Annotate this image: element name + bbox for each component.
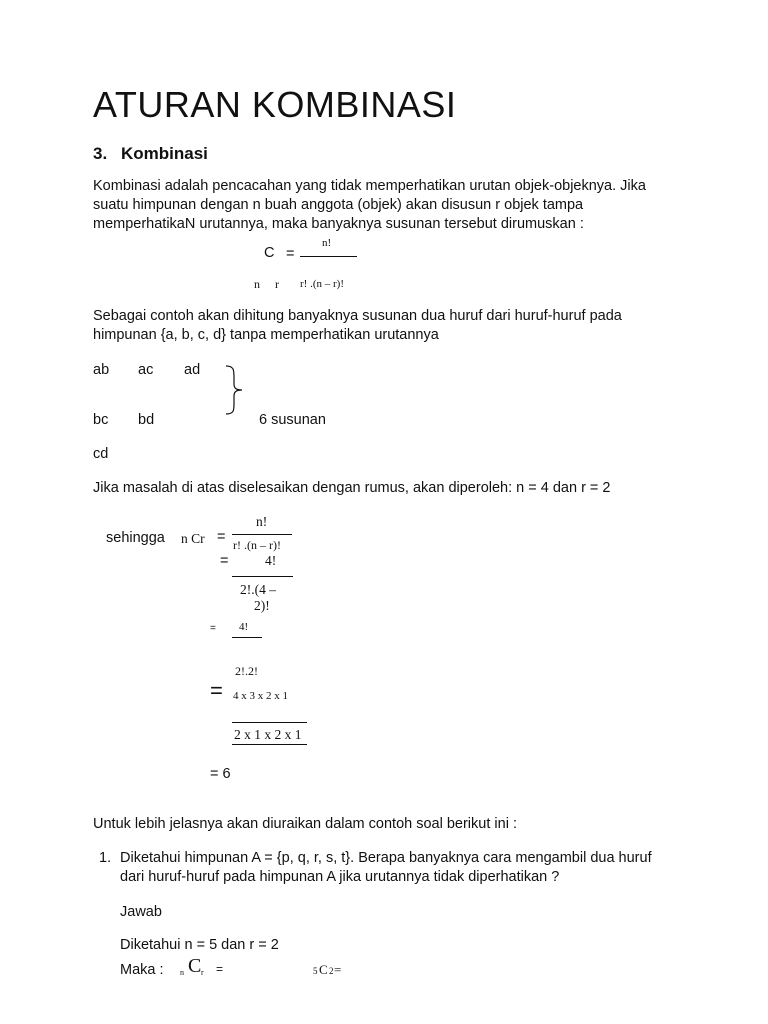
formula-subscript-n: n [254, 277, 260, 291]
step2-equals: = [220, 553, 229, 569]
intro-line-2: suatu himpunan dengan n buah anggota (objek) akan disusun r objek tampa [93, 197, 584, 213]
problem1-rhs-c: C [319, 962, 328, 977]
problem1-text-line1: Diketahui himpunan A = {p, q, r, s, t}. Berapa banyaknya cara mengambil dua huruf [120, 850, 652, 866]
step1-denominator: r! .(n – r)! [233, 538, 281, 552]
problem1-answer-label: Jawab [120, 904, 162, 920]
problem1-number: 1. [99, 850, 112, 866]
step1-numerator: n! [256, 514, 268, 529]
formula-lhs: C [264, 245, 275, 261]
step4-numerator: 4 x 3 x 2 x 1 [233, 690, 288, 702]
step2-fraction-bar [232, 576, 293, 577]
step4-underline [232, 744, 307, 745]
problem1-maka: Maka : [120, 962, 164, 978]
followup-text: Untuk lebih jelasnya akan diuraikan dalam contoh soal berikut ini : [93, 816, 517, 832]
curly-brace-icon [222, 364, 246, 416]
problem1-ncr-c: C [188, 955, 202, 977]
ncr-symbol: n Cr [181, 531, 205, 546]
step2-denominator-line2: 2)! [254, 598, 270, 613]
formula-equals: = [286, 246, 295, 262]
pair-ab: ab [93, 362, 110, 378]
intro-line-3: memperhatikaN urutannya, maka banyaknya susunan tersebut dirumuskan : [93, 216, 584, 232]
step2-denominator-line1: 2!.(4 – [240, 582, 276, 597]
section-heading: Kombinasi [121, 144, 208, 163]
formula-denominator: r! .(n – r)! [300, 278, 344, 290]
formula-numerator: n! [322, 237, 332, 249]
step1-fraction-bar [232, 534, 292, 535]
example-line-1: Sebagai contoh akan dihitung banyaknya susunan dua huruf dari huruf-huruf pada [93, 308, 622, 324]
intro-line-1: Kombinasi adalah pencacahan yang tidak memperhatikan urutan objek-objeknya. Jika [93, 178, 646, 194]
derivation-result: = 6 [210, 766, 231, 782]
step4-denominator: 2 x 1 x 2 x 1 [234, 727, 302, 742]
step4-fraction-bar [232, 722, 307, 723]
step3-fraction-bar [232, 637, 262, 638]
formula-subscript-r: r [275, 277, 279, 291]
pair-bc: bc [93, 412, 109, 428]
pair-ad: ad [184, 362, 201, 378]
problem1-known: Diketahui n = 5 dan r = 2 [120, 937, 279, 953]
pairs-total: 6 susunan [259, 412, 326, 428]
step4-equals: = [210, 678, 223, 703]
step1-equals: = [217, 529, 226, 545]
problem1-ncr-pre: n [180, 968, 184, 977]
problem1-rhs-pre: 5 [313, 966, 318, 976]
pair-cd: cd [93, 446, 109, 462]
section-number: 3. [93, 144, 108, 163]
formula-fraction-bar [300, 256, 357, 257]
step3-denominator: 2!.2! [235, 664, 258, 678]
step3-numerator: 4! [239, 621, 249, 633]
problem1-equals: = [216, 962, 224, 976]
step3-equals: = [210, 623, 216, 634]
step2-numerator: 4! [265, 553, 277, 568]
example-line-2: himpunan {a, b, c, d} tanpa memperhatikan urutannya [93, 327, 439, 343]
problem1-text-line2: dari huruf-huruf pada himpunan A jika urutannya tidak diperhatikan ? [120, 869, 560, 885]
page-title: ATURAN KOMBINASI [93, 84, 457, 125]
sehingga-label: sehingga [106, 530, 165, 546]
problem1-rhs-post: 2 [329, 966, 334, 976]
pair-ac: ac [138, 362, 154, 378]
pair-bd: bd [138, 412, 155, 428]
solve-intro: Jika masalah di atas diselesaikan dengan rumus, akan diperoleh: n = 4 dan r = 2 [93, 480, 611, 496]
problem1-rhs-equals: = [334, 962, 342, 977]
problem1-ncr-post: r [201, 968, 204, 977]
